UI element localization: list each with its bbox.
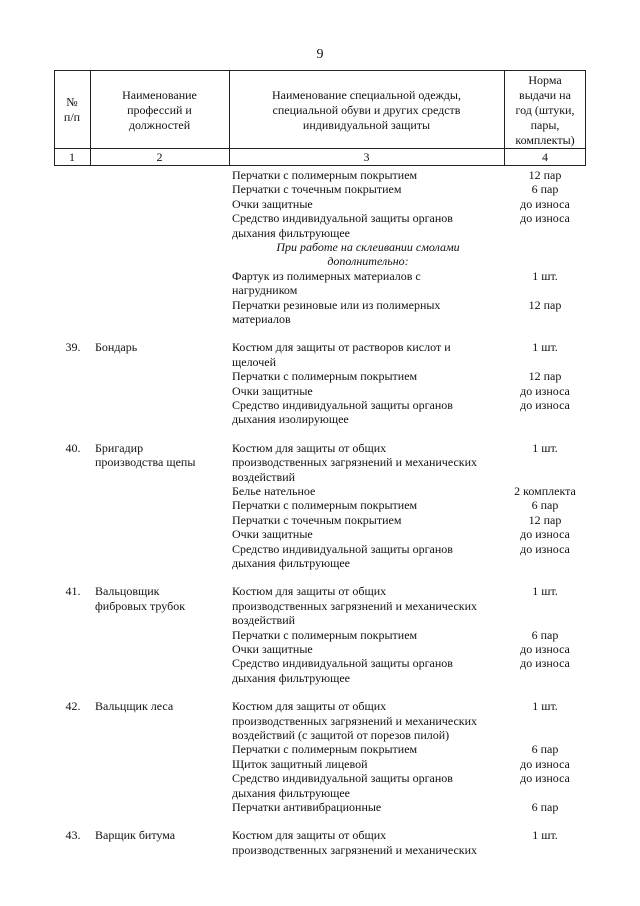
ppe-norms-table xyxy=(54,70,586,906)
equipment-name: Перчатки с полимерным покрытием xyxy=(232,369,418,384)
profession-name: Вальцщик леса xyxy=(95,699,174,714)
profession-name: Вальцовщик фибровых трубок xyxy=(95,584,186,613)
norm-quantity: 12 пар xyxy=(528,512,562,527)
subheading-text: При работе на склеивании смолами дополнительно: xyxy=(276,240,460,269)
norm-quantity: 6 пар xyxy=(531,627,559,642)
equipment-name: Средство индивидуальной защиты органов дыхания фильтрующее xyxy=(232,541,453,570)
row-number: 43. xyxy=(65,828,81,843)
norm-quantity: до износа xyxy=(520,383,570,398)
row-number: 42. xyxy=(65,699,81,714)
norm-quantity: 1 шт. xyxy=(532,268,558,283)
header-profession: Наименование профессий и должностей xyxy=(122,87,197,132)
equipment-name: Перчатки с точечным покрытием xyxy=(232,512,402,527)
equipment-name: Перчатки резиновые или из полимерных материалов xyxy=(232,297,441,326)
norm-quantity: до износа xyxy=(520,656,570,671)
norm-quantity: 1 шт. xyxy=(532,828,558,843)
norm-quantity: 12 пар xyxy=(528,369,562,384)
row-number: 41. xyxy=(65,584,81,599)
equipment-name: Средство индивидуальной защиты органов дыхания фильтрующее xyxy=(232,656,453,685)
header-column-numbers xyxy=(54,148,586,165)
norm-quantity: 6 пар xyxy=(531,742,559,757)
norm-quantity: до износа xyxy=(520,756,570,771)
norm-quantity: 1 шт. xyxy=(532,699,558,714)
equipment-name: Перчатки с полимерным покрытием xyxy=(232,627,418,642)
norm-quantity: 6 пар xyxy=(531,800,559,814)
column-number: 2 xyxy=(156,150,163,164)
column-number: 1 xyxy=(69,150,75,164)
norm-quantity: до износа xyxy=(520,527,570,542)
table-body xyxy=(54,166,586,906)
row-number: 39. xyxy=(65,340,81,355)
table-header xyxy=(54,70,586,166)
norm-quantity: 1 шт. xyxy=(532,440,558,455)
norm-quantity: 2 комплекта xyxy=(514,484,576,498)
profession-name: Бондарь xyxy=(95,340,138,355)
norm-quantity: до износа xyxy=(520,211,570,226)
equipment-name: Костюм для защиты от общих производственных загрязнений и механических воздействий (с защитой от порезов пилой) xyxy=(232,699,478,742)
equipment-name: Перчатки антивибрационные xyxy=(232,800,382,814)
equipment-name: Средство индивидуальной защиты органов дыхания фильтрующее xyxy=(232,211,453,240)
header-norm: Норма выдачи на год (штуки, пары, комплекты) xyxy=(515,72,575,147)
equipment-name: Очки защитные xyxy=(232,642,313,656)
equipment-name: Перчатки с полимерным покрытием xyxy=(232,168,418,182)
row-number: 40. xyxy=(65,440,81,455)
norm-quantity: до износа xyxy=(520,642,570,656)
profession-name: Варщик битума xyxy=(95,828,176,843)
equipment-name: Костюм для защиты от общих производственных загрязнений и механических воздействий xyxy=(232,584,478,628)
equipment-name: Средство индивидуальной защиты органов дыхания фильтрующее xyxy=(232,771,453,800)
header-equipment: Наименование специальной одежды, специальной обуви и других средств индивидуальной защиты xyxy=(272,87,461,132)
equipment-name: Фартук из полимерных материалов с нагрудником xyxy=(232,268,421,298)
equipment-name: Костюм для защиты от общих производственных загрязнений и механических xyxy=(232,828,478,857)
column-number: 3 xyxy=(363,150,370,164)
norm-quantity: 12 пар xyxy=(528,297,562,312)
column-number: 4 xyxy=(542,150,548,164)
equipment-name: Костюм для защиты от общих производственных загрязнений и механических воздействий xyxy=(232,440,478,484)
equipment-name: Очки защитные xyxy=(232,527,313,542)
equipment-name: Перчатки с точечным покрытием xyxy=(232,182,402,197)
equipment-name: Перчатки с полимерным покрытием xyxy=(232,498,418,513)
equipment-name: Средство индивидуальной защиты органов дыхания изолирующее xyxy=(232,398,453,427)
norm-quantity: 12 пар xyxy=(528,168,562,182)
norm-quantity: 1 шт. xyxy=(532,584,558,599)
norm-quantity: до износа xyxy=(520,541,570,556)
equipment-name: Костюм для защиты от растворов кислот и щелочей xyxy=(232,340,451,369)
norm-quantity: до износа xyxy=(520,196,570,211)
norm-quantity: 6 пар xyxy=(531,498,559,513)
page-number: 9 xyxy=(316,47,324,62)
norm-quantity: до износа xyxy=(520,771,570,786)
equipment-name: Очки защитные xyxy=(232,196,313,211)
norm-quantity: 1 шт. xyxy=(532,340,558,355)
equipment-name: Очки защитные xyxy=(232,383,313,398)
equipment-name: Белье нательное xyxy=(232,484,316,498)
norm-quantity: до износа xyxy=(520,398,570,412)
norm-quantity: 6 пар xyxy=(531,182,559,197)
profession-name: Бригадир производства щепы xyxy=(95,440,196,470)
equipment-name: Щиток защитный лицевой xyxy=(232,756,368,771)
header-number: № п/п xyxy=(63,95,81,124)
equipment-name: Перчатки с полимерным покрытием xyxy=(232,742,418,757)
